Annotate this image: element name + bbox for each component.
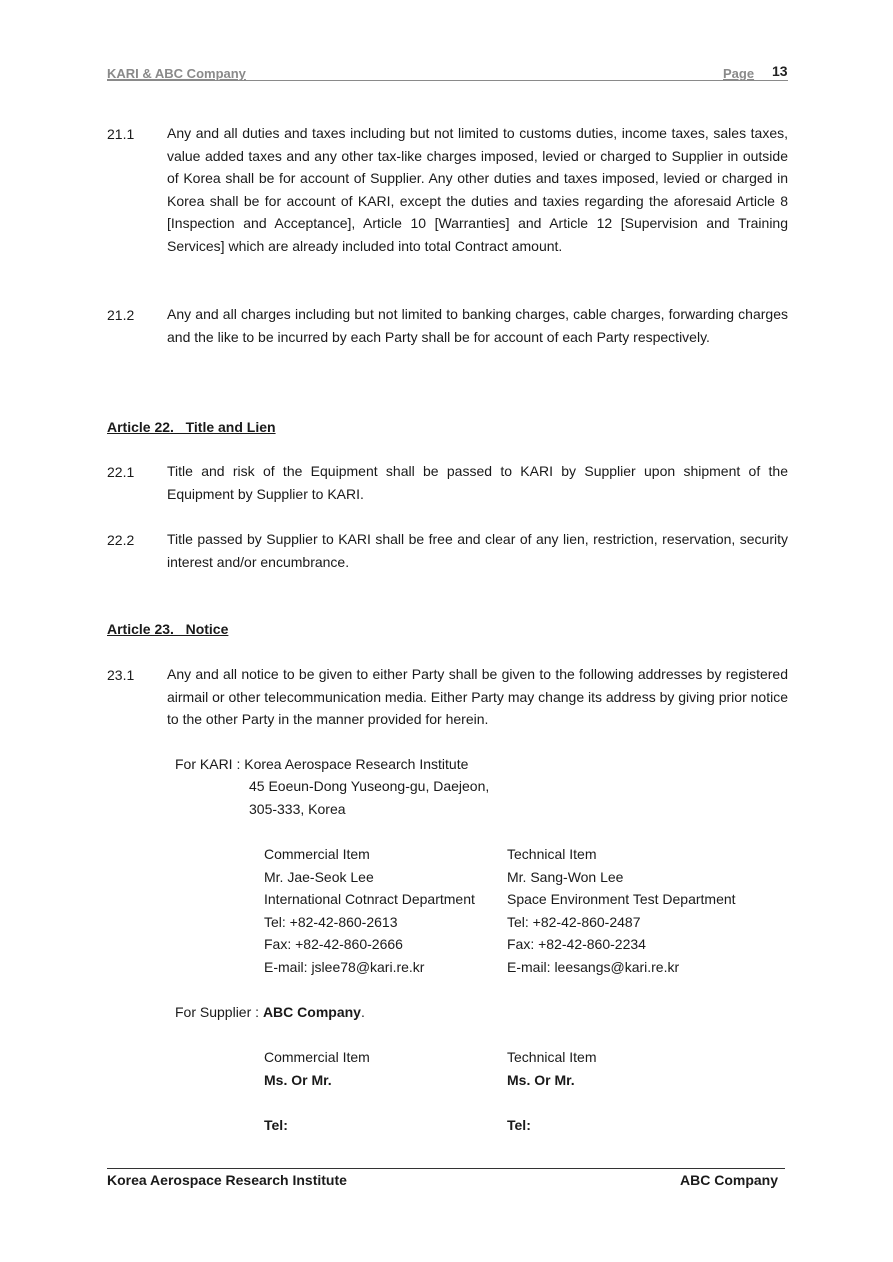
supplier-technical-tel: Tel:: [507, 1116, 531, 1133]
header-rule: [107, 80, 788, 81]
header-page-label: Page: [723, 66, 755, 81]
supplier-commercial-title: Commercial Item: [264, 1049, 370, 1065]
supplier-technical-blank: [507, 1091, 596, 1114]
clause-text-21-2: Any and all charges including but not limited to banking charges, cable charges, forwarding charges and the like to be incurred by each Party shall be for account of each Party respectively.: [167, 306, 788, 345]
kari-technical-dept: Space Environment Test Department: [507, 891, 736, 907]
kari-label: For KARI :: [175, 756, 245, 772]
clause-number-22-2: 22.2: [107, 532, 135, 548]
footer-rule: [107, 1168, 785, 1169]
clause-text-23-1: Any and all notice to be given to either Party shall be given to the following addresses by registered airmail or other telecommunication media. Either Party may change its address by giving prior notice to the other Party in the manner provided for herein.: [167, 666, 788, 727]
clause-number-21-2: 21.2: [107, 307, 135, 323]
kari-technical-fax: Fax: +82-42-860-2234: [507, 936, 646, 952]
footer-right: ABC Company: [680, 1172, 779, 1188]
header-title: KARI & ABC Company: [107, 66, 246, 81]
kari-name: Korea Aerospace Research Institute: [244, 756, 469, 772]
supplier-commercial-person: Ms. Or Mr.: [264, 1071, 332, 1088]
kari-address-line-3: 305-333, Korea: [249, 801, 346, 817]
kari-address-line-2: 45 Eoeun-Dong Yuseong-gu, Daejeon,: [249, 778, 490, 794]
clause-number-21-1: 21.1: [107, 126, 135, 142]
clause-text-22-2: Title passed by Supplier to KARI shall be free and clear of any lien, restriction, reservation, security interest and/or encumbrance.: [167, 531, 788, 570]
kari-commercial-title: Commercial Item: [264, 846, 370, 862]
kari-technical-person: Mr. Sang-Won Lee: [507, 868, 624, 885]
footer-left: Korea Aerospace Research Institute: [107, 1172, 347, 1188]
supplier-line: [175, 1001, 365, 1024]
clause-text-21-1: Any and all duties and taxes including but not limited to customs duties, income taxes, sales taxes, value added taxes and any other tax-like charges imposed, levied or charged to Supplier in outside of Korea shall be for account of Supplier. Any other duties and taxes imposed, levied or charged in Korea shall be for account of KARI, except the duties and taxies regarding the aforesaid Article 8 [Inspection and Acceptance], Article 10 [Warranties] and Article 12 [Supervision and Training Services] which are already included into total Contract amount.: [167, 125, 788, 254]
kari-technical-email: E-mail: leesangs@kari.re.kr: [507, 958, 680, 975]
kari-commercial-contact: [264, 843, 475, 978]
kari-commercial-tel: Tel: +82-42-860-2613: [264, 913, 398, 930]
supplier-commercial-blank: [264, 1091, 370, 1114]
kari-technical-title: Technical Item: [507, 846, 597, 862]
supplier-technical-title: Technical Item: [507, 1049, 597, 1065]
clause-text-22-1: Title and risk of the Equipment shall be passed to KARI by Supplier upon shipment of the Equipment by Supplier to KARI.: [167, 463, 788, 502]
kari-commercial-fax: Fax: +82-42-860-2666: [264, 936, 403, 952]
kari-commercial-email: E-mail: jslee78@kari.re.kr: [264, 958, 425, 975]
article-22-heading: Article 22. Title and Lien: [107, 419, 276, 435]
article-23-heading: Article 23. Notice: [107, 621, 229, 637]
kari-address-line-1: [175, 753, 468, 776]
kari-technical-tel: Tel: +82-42-860-2487: [507, 913, 641, 930]
clause-number-22-1: 22.1: [107, 464, 135, 480]
supplier-label: For Supplier :: [175, 1004, 263, 1020]
kari-commercial-dept: International Cotnract Department: [264, 891, 475, 907]
supplier-commercial-contact: [264, 1046, 370, 1136]
supplier-period: .: [360, 1004, 365, 1020]
supplier-commercial-tel: Tel:: [264, 1116, 288, 1133]
header-page-number: 13: [772, 63, 788, 79]
kari-commercial-person: Mr. Jae-Seok Lee: [264, 868, 374, 885]
supplier-technical-person: Ms. Or Mr.: [507, 1071, 575, 1088]
supplier-technical-contact: [507, 1046, 596, 1136]
kari-technical-contact: [507, 843, 736, 978]
supplier-name: ABC Company: [262, 1004, 361, 1020]
clause-number-23-1: 23.1: [107, 667, 135, 683]
